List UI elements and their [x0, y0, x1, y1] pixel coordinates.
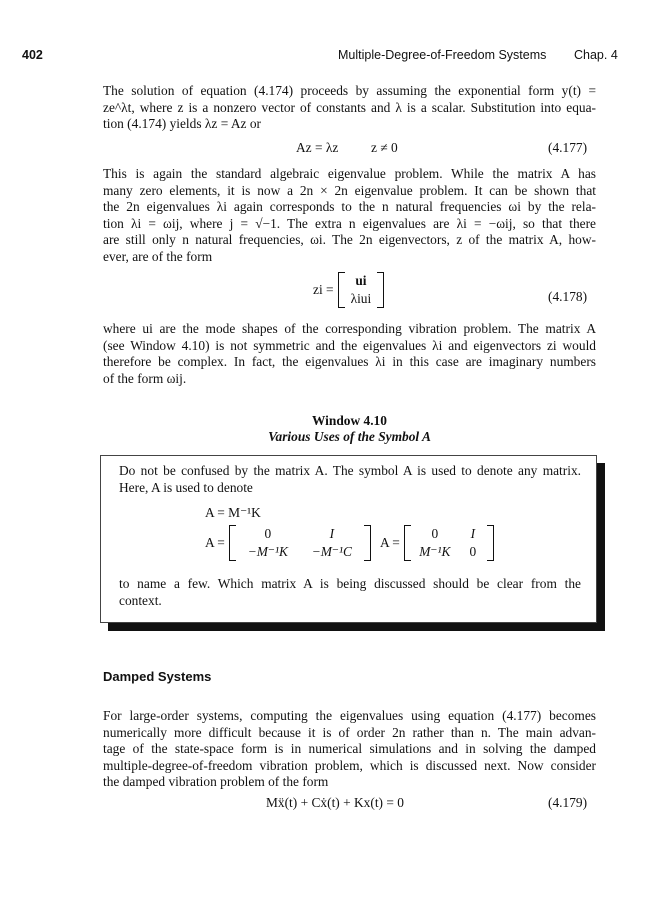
running-title: Multiple-Degree-of-Freedom Systems	[338, 48, 547, 62]
matrix-lhs: A =	[205, 535, 225, 550]
vector-bottom: λiui	[350, 291, 372, 306]
paragraph-solution	[103, 83, 596, 133]
window-label: Window 4.10	[312, 413, 387, 428]
matrix-cell: 0	[469, 544, 477, 559]
equation-4-177	[296, 140, 398, 156]
equation-number: (4.179)	[548, 795, 588, 810]
matrix-cell: −M⁻¹C	[311, 544, 352, 559]
matrix-bracket	[404, 525, 494, 561]
equation-lhs: Az = λz	[296, 140, 339, 155]
equation-number: (4.178)	[548, 289, 588, 304]
paragraph-damped	[103, 708, 596, 791]
window-intro	[119, 463, 581, 496]
column-vector	[338, 272, 385, 308]
text-line: Do not be confused by the matrix A. The symbol A is used to denote any matrix.	[119, 463, 581, 478]
matrix-cell: −M⁻¹K	[247, 544, 288, 559]
text-line: tion λi = ωij, where j = √−1. The extra n eigenvalues are λi = −ωij, so that there	[103, 215, 596, 231]
vector-top: ui	[355, 273, 367, 288]
window-title: Various Uses of the Symbol A	[268, 429, 431, 444]
matrix-cell: I	[329, 526, 335, 541]
text-line: the damped vibration problem of the form	[103, 774, 329, 789]
text-line: numerically more difficult because it is of order 2n rather than n. The main advan-	[103, 724, 596, 740]
window-outro	[119, 576, 581, 609]
text-line: many zero elements, it is now a 2n × 2n eigenvalue problem. It can be shown that	[103, 182, 596, 198]
text-line: therefore be complex. In fact, the eigenvalues λi in this case are imaginary numbers	[103, 354, 596, 369]
text-line: multiple-degree-of-freedom vibration problem, which is discussed next. Now consider	[103, 757, 596, 773]
text-line: Here, A is used to denote	[119, 479, 253, 495]
chapter-label: Chap. 4	[574, 48, 618, 62]
section-heading: Damped Systems	[103, 669, 212, 684]
text-line: are still only n natural frequencies, ωi. The 2n eigenvectors, z of the matrix A, how-	[103, 232, 596, 247]
matrix-a-alt	[380, 525, 494, 561]
text-line: tage of the state-space form is in numerical simulations and in solving the damped	[103, 741, 596, 756]
equation-4-178	[313, 272, 384, 308]
text-line: the 2n eigenvalues λi again corresponds to the n natural frequencies ωi by the rela-	[103, 199, 596, 214]
paragraph-eigenvalue	[103, 166, 596, 265]
text-line: ze^λt, where z is a nonzero vector of constants and λ is a scalar. Substitution into equa-	[103, 99, 596, 115]
text-line: The solution of equation (4.174) proceeds by assuming the exponential form y(t) =	[103, 83, 596, 98]
window-box	[100, 455, 597, 623]
text-line: of the form ωij.	[103, 370, 187, 386]
equation-lhs: zi =	[313, 282, 334, 297]
equation-a-inv-mk: A = M⁻¹K	[205, 505, 261, 520]
text-line: (see Window 4.10) is not symmetric and the eigenvalues λi and eigenvectors zi would	[103, 337, 596, 353]
text-line: ever, are of the form	[103, 248, 213, 264]
matrix-bracket	[229, 525, 371, 561]
text-line: context.	[119, 592, 162, 608]
paragraph-mode-shapes	[103, 321, 596, 387]
text-line: where ui are the mode shapes of the corresponding vibration problem. The matrix A	[103, 321, 596, 336]
matrix-lhs: A =	[380, 535, 400, 550]
text-line: tion (4.174) yields λz = Az or	[103, 116, 261, 131]
window-caption	[103, 413, 596, 445]
matrix-cell: M⁻¹K	[419, 544, 451, 559]
text-line: This is again the standard algebraic eigenvalue problem. While the matrix A has	[103, 166, 596, 181]
matrix-cell: 0	[431, 526, 439, 541]
equation-4-179: Mẍ(t) + Cẋ(t) + Kx(t) = 0	[266, 795, 404, 810]
equation-condition: z ≠ 0	[371, 140, 398, 155]
equation-number: (4.177)	[548, 140, 588, 155]
matrix-cell: I	[470, 526, 476, 541]
text-line: to name a few. Which matrix A is being discussed should be clear from the	[119, 576, 581, 591]
matrix-cell: 0	[264, 526, 272, 541]
page-number: 402	[22, 48, 43, 62]
text-line: For large-order systems, computing the eigenvalues using equation (4.177) becomes	[103, 708, 596, 723]
matrix-a-state	[205, 525, 371, 561]
